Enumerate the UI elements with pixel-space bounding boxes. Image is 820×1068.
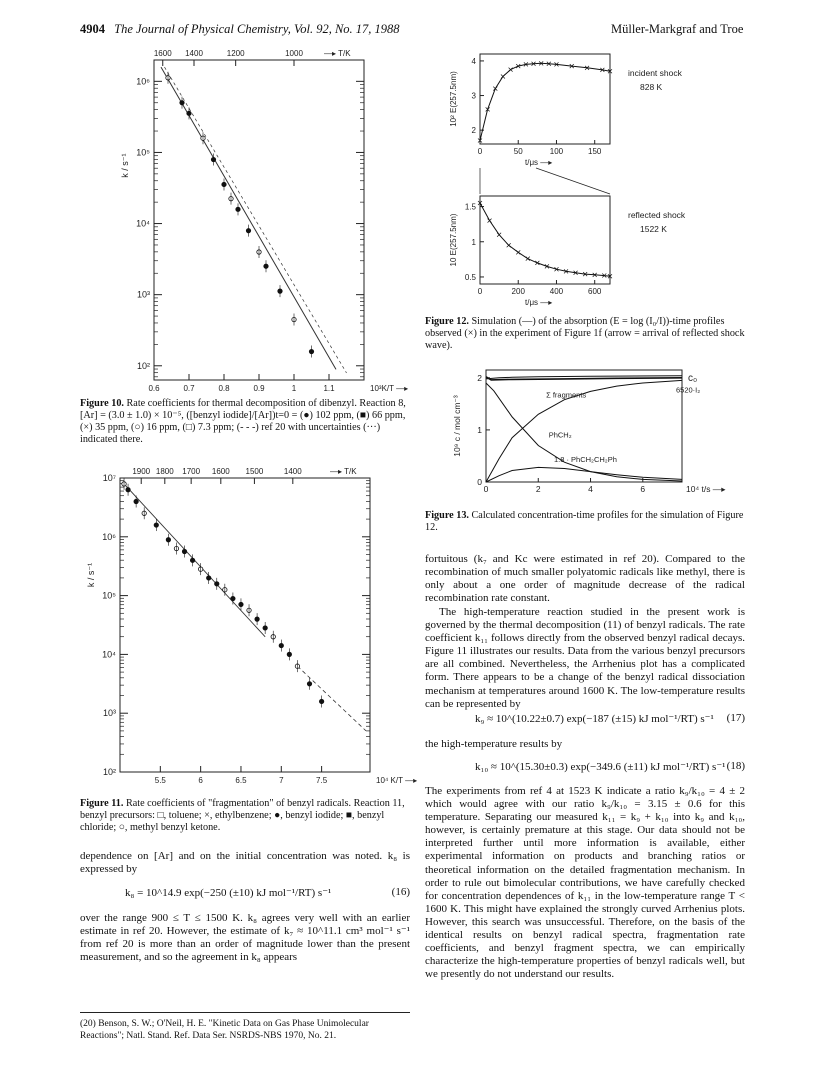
figure-13-caption (425, 510, 745, 534)
fig13-series-label-1: Σ fragments (546, 390, 587, 400)
fig10-xtick-label: 0.8 (218, 384, 230, 393)
fig12-reflected-obs-point (516, 250, 520, 254)
fig12-incident-obs-point (509, 68, 513, 72)
fig10-xtick-label: 1.1 (323, 384, 335, 393)
fig12-incident-xtick-label: 150 (588, 147, 602, 156)
fig12-incident-sim-line (480, 63, 610, 140)
fig10-ref-line-1 (165, 67, 347, 373)
fig10-ytick-label: 10⁵ (136, 147, 150, 158)
figure-10-label: Figure 10. (80, 398, 124, 409)
journal-title: The Journal of Physical Chemistry, Vol. 92, No. 17, 1988 (114, 22, 400, 36)
fig11-ttick-label: 1500 (245, 467, 264, 476)
fig11-ytick-label: 10⁷ (102, 473, 116, 483)
fig11-xtick-label: 6.5 (235, 776, 247, 785)
equation-18 (425, 760, 745, 774)
fig10-xtick-label: 0.9 (253, 384, 265, 393)
fig12-reflected-annotation: reflected shock (628, 210, 686, 220)
fig13-ytick-label: 2 (477, 372, 482, 383)
fig11-ttick-label: 1800 (155, 467, 174, 476)
figure-11-label: Figure 11. (80, 798, 124, 809)
equation-18-text: k₁₀ ≈ 10^(15.30±0.3) exp(−349.6 (±11) kJ mol⁻¹/RT) s⁻¹ (475, 761, 726, 773)
fig11-yaxis-label: k / s⁻¹ (86, 562, 96, 588)
fig13-series-label-0: c₀ (688, 372, 698, 384)
fig10-ytick-label: 10³ (136, 289, 150, 300)
fig11-xtick-label: 7 (279, 776, 284, 785)
fig10-xtick-label: 0.6 (148, 384, 160, 393)
fig10-ttick-label: 1200 (226, 49, 245, 58)
equation-17-number: (17) (726, 712, 745, 724)
fig11-ttick-label: 1600 (211, 467, 230, 476)
left-paragraph-1: dependence on [Ar] and on the initial concentration was noted. k₈ is expressed by (80, 850, 410, 876)
figure-12-chart (418, 46, 740, 314)
fig13-series-label-4: 6520·I₂ (676, 385, 701, 395)
fig13-frame (486, 370, 682, 482)
fig12-connector-right (536, 168, 610, 194)
fig12-reflected-ytick-label: 1.5 (464, 202, 476, 212)
equation-18-number: (18) (726, 760, 745, 772)
fig12-reflected-ytick-label: 0.5 (464, 272, 476, 282)
equation-17 (425, 712, 745, 726)
fig12-incident-xtick-label: 100 (549, 147, 564, 156)
fig12-incident-ytick-label: 4 (471, 56, 476, 66)
figure-10-chart (82, 46, 409, 396)
equation-16-text: k₈ = 10^14.9 exp(−250 (±10) kJ mol⁻¹/RT) s⁻¹ (125, 887, 332, 899)
fig11-ref-line-1 (297, 666, 366, 731)
footnote-20: (20) Benson, S. W.; O'Neil, H. E. "Kinetic Data on Gas Phase Unimolecular Reactions"; Natl. Stand. Ref. Data Ser. NSRDS-NBS 1970, No. 21. (80, 1019, 369, 1041)
right-paragraph-4: The experiments from ref 4 at 1523 K indicate a ratio k₉/k₁₀ = 4 ± 2 which would agree with our ratio k₉/k₁₀ = 3.15 ± 0.6 for this temperature. Separating our measured k₁₁ = k₉ + k₁₀ into k₉ and k₁₀, however, is certainly premature at this stage. Our data should not be interpreted further until more information is available, either experimental information on products and branching ratios or theoretical information on the detailed fragmentation mechanism. In order to rule out bimolecular contributions, we have carefully checked for concentration dependences of k₁₁ in the low-temperature range T < 1600 K. This might have explained the strongly curved Arrhenius plots. However, this search was unsuccessful. Therefore, on the basis of the identical results on benzyl radical spectra, fragmentation rate coefficients, and benzyl fragment spectra, we can empirically characterize the high-temperature properties of benzyl radicals well, but we presently do not understand our results. (425, 785, 745, 981)
figure-12-caption-text: Simulation (—) of the absorption (E = log (I₀/I))-time profiles observed (×) in the experiment of Figure 1f (arrow = arrival of reflected shock wave). (425, 316, 745, 351)
figure-13-label: Figure 13. (425, 510, 469, 521)
fig10-ytick-label: 10⁶ (136, 76, 150, 87)
fig12-reflected-ytick-label: 1 (471, 237, 476, 247)
fig11-frame (120, 478, 370, 772)
figure-11-caption (80, 798, 410, 834)
fig13-ytick-label: 1 (477, 424, 482, 435)
fig12-reflected-xtick-label: 200 (511, 287, 525, 296)
figure-10-caption-text: Rate coefficients for thermal decomposition of dibenzyl. Reaction 8, [Ar] = (3.0 ± 1.0) × 10⁻⁵, ([benzyl iodide]/[Ar])t=0 = (●) 102 ppm, (■) 66 ppm, (×) 35 ppm, (○) 16 ppm, (□) 7.3 ppm; (- - -) ref 20 with uncertainties (···) indicated there. (80, 398, 406, 445)
fig13-xtick-label: 2 (535, 484, 541, 494)
fig12-reflected-obs-point (507, 243, 511, 247)
fig11-taxis-label: —▸ T/K (330, 467, 357, 476)
running-header (80, 22, 400, 37)
fig11-ytick-label: 10⁴ (102, 649, 116, 660)
fig10-ttick-label: 1400 (185, 49, 203, 58)
figure-10-caption (80, 398, 410, 446)
fig11-xtick-label: 7.5 (316, 776, 328, 785)
fig12-reflected-yaxis-label: 10 E(257.5nm) (449, 213, 458, 267)
fig11-xaxis-label: 10⁴ K/T —▸ (376, 776, 418, 785)
fig12-incident-xaxis-label: t/μs —▸ (525, 158, 553, 167)
equation-16-number: (16) (391, 886, 410, 898)
figure-13-caption-text: Calculated concentration-time profiles for the simulation of Figure 12. (425, 510, 744, 533)
fig12-reflected-xtick-label: 400 (549, 287, 564, 296)
fig13-xaxis-label: 10⁴ t/s —▸ (686, 484, 726, 494)
fig12-incident-xtick-label: 0 (477, 147, 483, 156)
fig10-ytick-label: 10² (136, 360, 150, 371)
fig12-reflected-obs-point (497, 233, 501, 237)
fig12-incident-ytick-label: 2 (471, 126, 476, 136)
page-number: 4904 (80, 22, 105, 36)
fig10-taxis-label: —▸ T/K (324, 49, 351, 58)
figure-13-chart (430, 362, 730, 502)
fig13-xtick-label: 0 (483, 484, 489, 494)
fig12-incident-ytick-label: 3 (471, 91, 476, 101)
fig13-xtick-label: 4 (588, 484, 593, 494)
fig12-incident-yaxis-label: 10² E(257.5nm) (449, 71, 458, 127)
fig12-reflected-frame (480, 196, 610, 284)
fig11-ttick-label: 1900 (132, 467, 151, 476)
figure-11-chart (82, 464, 418, 796)
right-paragraph-1: fortuitous (k₇ and Kc were estimated in ref 20). Compared to the recombination of much smaller polyatomic radicals like methyl, there is only about a one order of magnitude decrease of the radical recombination rate constant. (425, 553, 745, 605)
fig10-xtick-label: 0.7 (183, 384, 195, 393)
fig13-xtick-label: 6 (640, 484, 646, 494)
fig12-incident-xtick-label: 50 (513, 147, 523, 156)
fig13-ytick-label: 0 (477, 477, 482, 487)
right-paragraph-3: the high-temperature results by (425, 738, 563, 750)
fig11-ytick-label: 10⁵ (102, 590, 116, 601)
footnote-rule (80, 1012, 410, 1013)
fig11-ttick-label: 1400 (283, 467, 302, 476)
fig11-xtick-label: 6 (198, 776, 203, 785)
fig12-reflected-xtick-label: 600 (588, 287, 602, 296)
fig13-series-label-3: 1.8 · PhCH₂CH₂Ph (553, 455, 617, 465)
figure-12-label: Figure 12. (425, 316, 469, 327)
fig12-reflected-annotation-2: 1522 K (640, 224, 667, 234)
figure-12-caption (425, 316, 745, 352)
fig10-ytick-label: 10⁴ (136, 218, 150, 229)
fig11-ytick-label: 10³ (102, 708, 116, 719)
fig12-incident-frame (480, 54, 610, 144)
fig13-yaxis-label: 10⁹ c / mol cm⁻³ (452, 395, 462, 457)
fig11-ttick-label: 1700 (182, 467, 201, 476)
equation-17-text: k₉ ≈ 10^(10.22±0.7) exp(−187 (±15) kJ mol⁻¹/RT) s⁻¹ (475, 713, 714, 725)
left-paragraph-2: over the range 900 ≤ T ≤ 1500 K. k₈ agrees very well with an earlier estimate in ref 20. However, the estimate of k₇ ≈ 10^11.1 cm³ mol⁻¹ s⁻¹ from ref 20 is more than an order of magnitude lower than the present measurement, and so the agreement in k₈ appears (80, 912, 410, 964)
fig12-reflected-xaxis-label: t/μs —▸ (525, 298, 553, 307)
fig11-ytick-label: 10⁶ (102, 531, 116, 542)
fig12-reflected-xtick-label: 0 (477, 287, 483, 296)
equation-16 (80, 886, 410, 900)
fig10-xtick-label: 1 (291, 384, 297, 393)
figure-11-caption-text: Rate coefficients of "fragmentation" of benzyl radicals. Reaction 11, benzyl precursors: □, toluene; ×, ethylbenzene; ●, benzyl iodide; ■, benzyl chloride; ○, methyl benzyl ketone. (80, 798, 405, 833)
fig13-series-label-2: PhCH₂ (548, 430, 572, 440)
fig12-reflected-sim-line (480, 203, 610, 276)
fig12-incident-annotation: incident shock (628, 68, 682, 78)
fig10-xaxis-label: 10³K/T —▸ (370, 384, 409, 393)
fig12-reflected-obs-point (488, 219, 492, 223)
fig11-xtick-label: 5.5 (154, 776, 166, 785)
right-paragraph-2: The high-temperature reaction studied in the present work is governed by the thermal decomposition (11) of benzyl radicals. The rate coefficient k₁₁ follows directly from the observed benzyl radical decays. Figure 11 illustrates our results. Data from the various benzyl precursors are all combined. Nevertheless, the Arrhenius plot has a complicated form. There appears to be a change of the benzyl radical dissociation mechanism at temperatures around 1600 K. The low-temperature results can be represented by (425, 606, 745, 710)
fig10-yaxis-label: k / s⁻¹ (120, 153, 130, 178)
fig10-ttick-label: 1600 (153, 49, 172, 58)
fig11-ytick-label: 10² (102, 767, 116, 777)
fig10-ttick-label: 1000 (285, 49, 303, 58)
fig12-incident-annotation-2: 828 K (640, 82, 663, 92)
fig12-reflected-obs-point (526, 257, 530, 261)
fig10-frame (154, 60, 364, 380)
fig12-incident-obs-point (501, 75, 505, 79)
author-header: Müller-Markgraf and Troe (611, 22, 744, 36)
